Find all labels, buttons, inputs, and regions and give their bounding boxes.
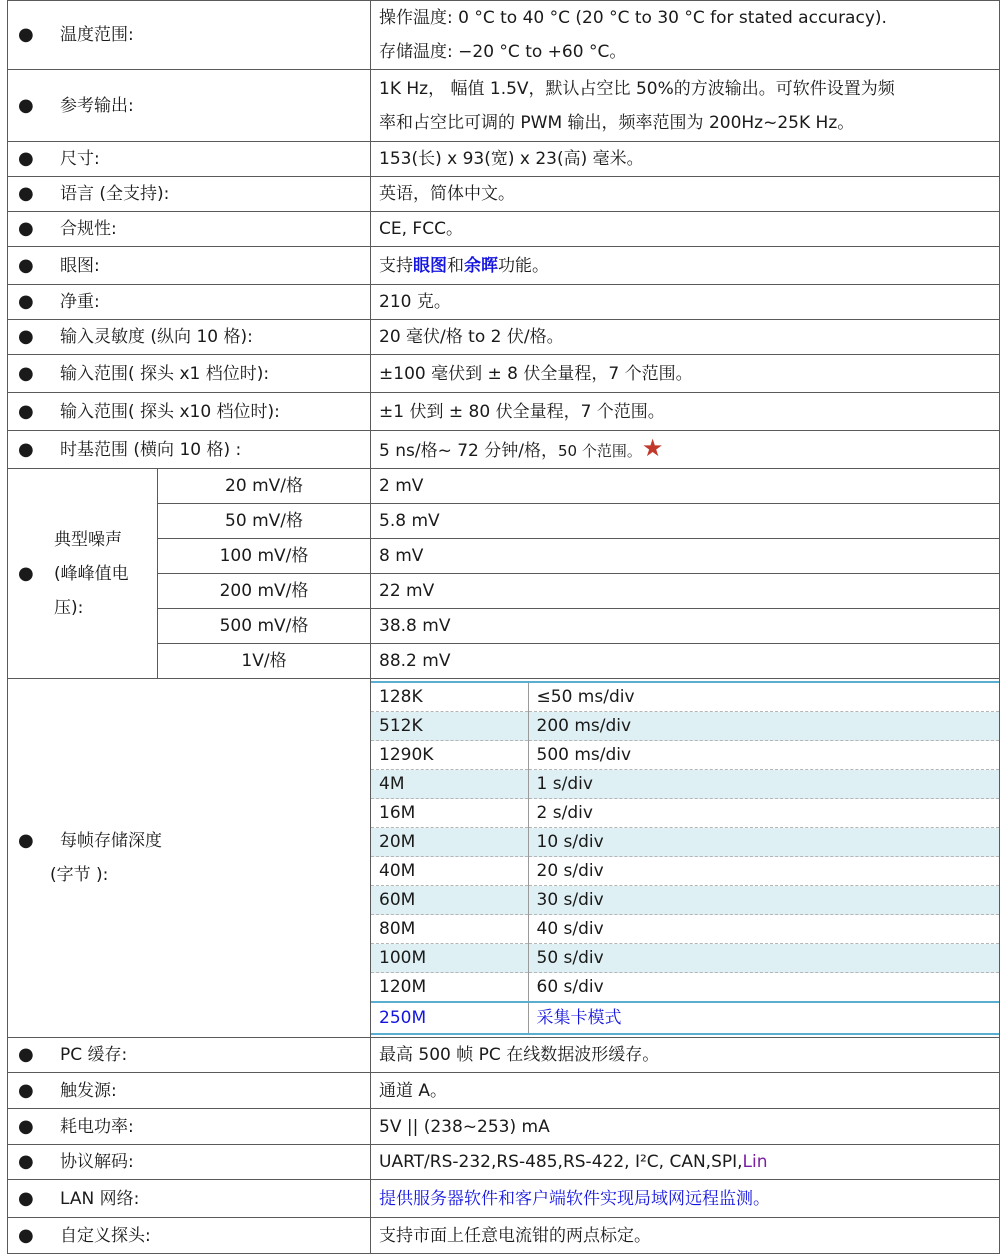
bullet-icon: ● (18, 254, 34, 276)
row-label: ● 触发源: (8, 1073, 371, 1109)
row-value: UART/RS-232,RS-485,RS-422, I²C, CAN,SPI,Lin (371, 1145, 1000, 1180)
noise-range: 500 mV/格 (158, 609, 371, 644)
bullet-icon: ● (18, 400, 34, 422)
memory-row (8, 679, 1000, 1038)
spec-row (8, 1, 1000, 70)
bullet-icon: ● (18, 24, 34, 45)
row-value: 153(长) x 93(宽) x 23(高) 毫米。 (371, 142, 1000, 177)
noise-value: 2 mV (371, 469, 1000, 504)
row-label: ● LAN 网络: (8, 1180, 371, 1218)
noise-range: 50 mV/格 (158, 504, 371, 539)
bullet-icon: ● (18, 291, 34, 312)
noise-range: 100 mV/格 (158, 539, 371, 574)
row-label: ● 语言 (全支持): (8, 177, 371, 212)
memory-depth-row: 128K ≤50 ms/div (371, 682, 999, 712)
noise-value: 5.8 mV (371, 504, 1000, 539)
noise-range: 20 mV/格 (158, 469, 371, 504)
bullet-icon: ● (18, 362, 34, 384)
row-value: 支持眼图和余晖功能。 (371, 247, 1000, 285)
spec-row (8, 355, 1000, 393)
spec-row (8, 1073, 1000, 1109)
memory-depth-row: 60M 30 s/div (371, 886, 999, 915)
memory-depth-row: 120M 60 s/div (371, 973, 999, 1003)
row-value: 提供服务器软件和客户端软件实现局域网远程监测。 (371, 1180, 1000, 1218)
spec-row (8, 1038, 1000, 1073)
spec-row (8, 1145, 1000, 1180)
lin-protocol: Lin (742, 1152, 768, 1172)
bullet-icon: ● (18, 326, 34, 347)
row-value: 支持市面上任意电流钳的两点标定。 (371, 1218, 1000, 1254)
noise-value: 38.8 mV (371, 609, 1000, 644)
bullet-icon: ● (18, 183, 34, 204)
noise-range: 1V/格 (158, 644, 371, 679)
memory-depth-row: 16M 2 s/div (371, 799, 999, 828)
row-value: ±100 毫伏到 ± 8 伏全量程，7 个范围。 (371, 355, 1000, 393)
memory-depth-row: 80M 40 s/div (371, 915, 999, 944)
spec-row (8, 142, 1000, 177)
noise-range: 200 mV/格 (158, 574, 371, 609)
bullet-icon: ● (18, 1115, 34, 1137)
spec-row (8, 247, 1000, 285)
row-value: 操作温度: 0 °C to 40 °C (20 °C to 30 °C for stated accuracy). 存储温度: −20 °C to +60 °C。 (371, 1, 1000, 70)
spec-row (8, 70, 1000, 142)
bullet-icon: ● (18, 562, 34, 584)
row-label: ● 协议解码: (8, 1145, 371, 1180)
bullet-icon: ● (18, 1187, 34, 1209)
row-label: ● 时基范围 (横向 10 格) : (8, 431, 371, 469)
eye-diagram-keyword: 眼图 (413, 255, 448, 276)
bullet-icon: ● (18, 1079, 34, 1101)
row-label: ● 输入灵敏度 (纵向 10 格): (8, 320, 371, 355)
noise-value: 8 mV (371, 539, 1000, 574)
spec-sheet (7, 0, 999, 1256)
memory-depth-row: 1290K 500 ms/div (371, 741, 999, 770)
memory-depth-row: 4M 1 s/div (371, 770, 999, 799)
row-value: 20 毫伏/格 to 2 伏/格。 (371, 320, 1000, 355)
row-value: 1K Hz， 幅值 1.5V，默认占空比 50%的方波输出。可软件设置为频 率和占空比可调的 PWM 输出，频率范围为 200Hz~25K Hz。 (371, 70, 1000, 142)
spec-row (8, 177, 1000, 212)
bullet-icon: ● (18, 1044, 34, 1065)
row-value: 5V || (238~253) mA (371, 1109, 1000, 1145)
noise-value: 88.2 mV (371, 644, 1000, 679)
bullet-icon: ● (18, 1151, 34, 1172)
spec-table (7, 0, 1000, 1254)
memory-depth-row: 100M 50 s/div (371, 944, 999, 973)
spec-row (8, 285, 1000, 320)
memory-depth-row: 20M 10 s/div (371, 828, 999, 857)
bullet-icon: ● (18, 830, 34, 851)
spec-row (8, 1180, 1000, 1218)
row-value: 210 克。 (371, 285, 1000, 320)
bullet-icon: ● (18, 94, 34, 116)
row-label: ● 耗电功率: (8, 1109, 371, 1145)
bullet-icon: ● (18, 218, 34, 239)
memory-depth-row: 512K 200 ms/div (371, 712, 999, 741)
row-label: ● 尺寸: (8, 142, 371, 177)
bullet-icon: ● (18, 1224, 34, 1246)
bullet-icon: ● (18, 148, 34, 169)
spec-row (8, 320, 1000, 355)
row-label: ● 眼图: (8, 247, 371, 285)
spec-row (8, 431, 1000, 469)
spec-row (8, 212, 1000, 247)
row-value: 通道 A。 (371, 1073, 1000, 1109)
row-value: ±1 伏到 ± 80 伏全量程，7 个范围。 (371, 393, 1000, 431)
noise-label: ● 典型噪声 (峰峰值电 压): (8, 469, 158, 679)
row-label: ● 净重: (8, 285, 371, 320)
noise-row (8, 469, 1000, 504)
row-value: 最高 500 帧 PC 在线数据波形缓存。 (371, 1038, 1000, 1073)
row-label: ● 温度范围: (8, 1, 371, 70)
star-icon: ★ (641, 434, 664, 462)
row-value: 英语，简体中文。 (371, 177, 1000, 212)
spec-row (8, 1218, 1000, 1254)
memory-depth-row: 40M 20 s/div (371, 857, 999, 886)
row-label: ● 参考输出: (8, 70, 371, 142)
memory-depth-row-capture-card: 250M 采集卡模式 (371, 1002, 999, 1034)
bullet-icon: ● (18, 438, 34, 460)
memory-depth-table (371, 681, 999, 1035)
row-value: CE, FCC。 (371, 212, 1000, 247)
afterglow-keyword: 余晖 (464, 255, 499, 276)
row-label: ● 输入范围( 探头 x1 档位时): (8, 355, 371, 393)
memory-label: ● 每帧存储深度 (字节 ): (8, 679, 371, 1038)
memory-table-cell (371, 679, 1000, 1038)
row-label: ● 输入范围( 探头 x10 档位时): (8, 393, 371, 431)
row-value: 5 ns/格~ 72 分钟/格，50 个范围。★ (371, 431, 1000, 469)
noise-value: 22 mV (371, 574, 1000, 609)
row-label: ● PC 缓存: (8, 1038, 371, 1073)
spec-row (8, 1109, 1000, 1145)
spec-row (8, 393, 1000, 431)
row-label: ● 合规性: (8, 212, 371, 247)
row-label: ● 自定义探头: (8, 1218, 371, 1254)
